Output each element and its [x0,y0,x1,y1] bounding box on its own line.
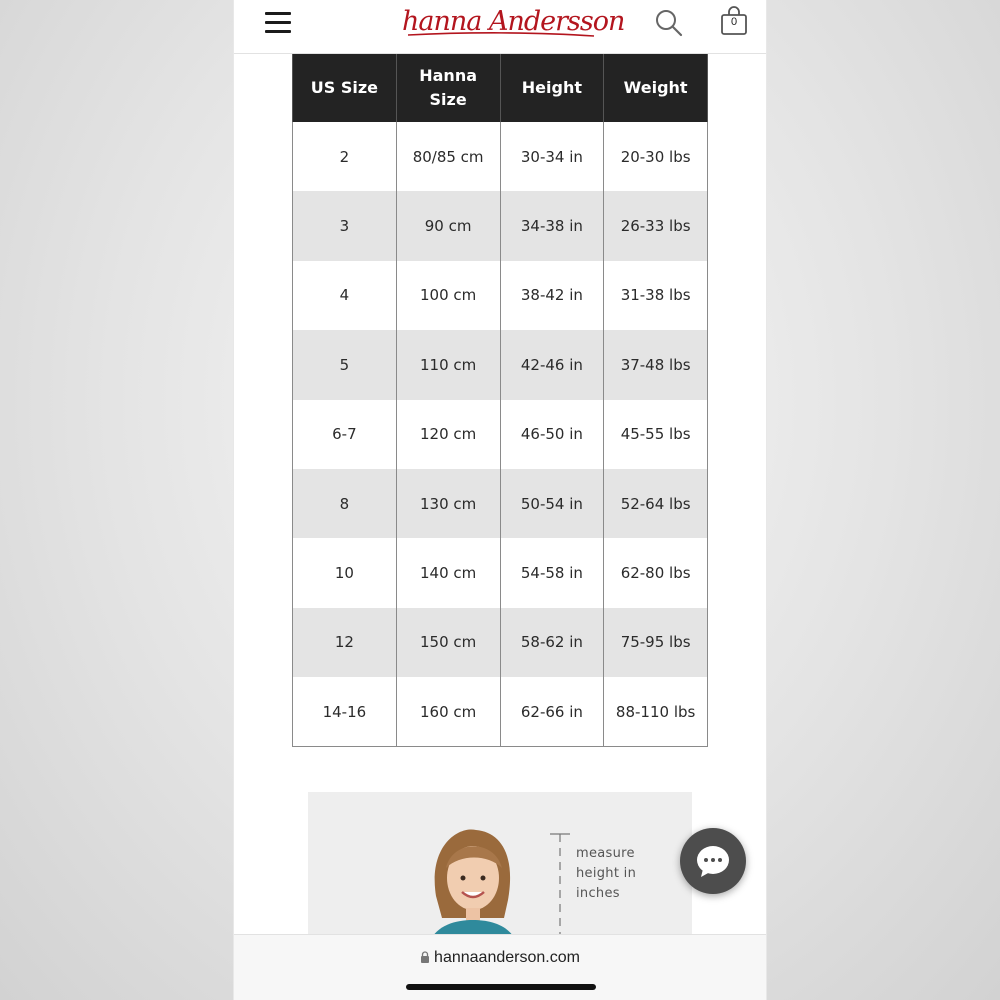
height-cell: 30-34 in [500,122,604,191]
brand-logo[interactable]: hanna Andersson [402,6,625,37]
hanna-size-cell: 90 cm [396,191,500,260]
url-text: hannaanderson.com [434,949,580,966]
height-cell: 54-58 in [500,538,604,607]
hanna-size-cell: 80/85 cm [396,122,500,191]
shopping-bag-icon[interactable] [720,6,748,36]
weight-cell: 75-95 lbs [604,608,708,677]
lock-icon [420,951,430,963]
height-cell: 62-66 in [500,677,604,746]
table-row [293,261,708,330]
height-cell: 34-38 in [500,191,604,260]
bag-count-badge: 0 [730,16,738,28]
size-chart-header-row [293,54,708,122]
hanna-size-cell: 130 cm [396,469,500,538]
browser-address-bar[interactable] [234,934,766,1000]
hanna-size-cell: 140 cm [396,538,500,607]
height-cell: 50-54 in [500,469,604,538]
column-header-us-size: US Size [293,54,397,122]
url-display[interactable] [234,949,766,967]
chat-bubble-icon[interactable] [680,828,746,894]
weight-cell: 26-33 lbs [604,191,708,260]
measure-height-caption: measure height in inches [576,846,637,901]
table-row [293,538,708,607]
table-row [293,469,708,538]
hanna-size-cell: 160 cm [396,677,500,746]
home-indicator[interactable] [406,984,596,990]
weight-cell: 37-48 lbs [604,330,708,399]
hanna-size-cell: 120 cm [396,400,500,469]
search-icon[interactable] [654,8,684,38]
weight-cell: 88-110 lbs [604,677,708,746]
height-cell: 38-42 in [500,261,604,330]
hamburger-menu-icon[interactable] [265,10,291,36]
us-size-cell: 4 [293,261,397,330]
column-header-weight: Weight [604,54,708,122]
weight-cell: 52-64 lbs [604,469,708,538]
table-row [293,400,708,469]
us-size-cell: 6-7 [293,400,397,469]
column-header-height: Height [500,54,604,122]
us-size-cell: 2 [293,122,397,191]
us-size-cell: 3 [293,191,397,260]
site-header [234,0,766,54]
hanna-size-cell: 150 cm [396,608,500,677]
weight-cell: 45-55 lbs [604,400,708,469]
hanna-size-cell: 100 cm [396,261,500,330]
weight-cell: 31-38 lbs [604,261,708,330]
measure-height-guide-image [308,792,692,942]
us-size-cell: 14-16 [293,677,397,746]
us-size-cell: 8 [293,469,397,538]
height-cell: 46-50 in [500,400,604,469]
us-size-cell: 10 [293,538,397,607]
weight-cell: 62-80 lbs [604,538,708,607]
height-cell: 42-46 in [500,330,604,399]
height-cell: 58-62 in [500,608,604,677]
column-header-hanna-size: Hanna Size [396,54,500,122]
weight-cell: 20-30 lbs [604,122,708,191]
us-size-cell: 5 [293,330,397,399]
table-row [293,122,708,191]
hanna-size-cell: 110 cm [396,330,500,399]
us-size-cell: 12 [293,608,397,677]
table-row [293,191,708,260]
logo-swash [406,30,596,38]
table-row [293,608,708,677]
child-photo [418,826,528,942]
phone-screen [234,0,766,1000]
size-chart-table [292,54,708,747]
table-row [293,677,708,746]
measure-line-icon [548,832,572,942]
table-row [293,330,708,399]
